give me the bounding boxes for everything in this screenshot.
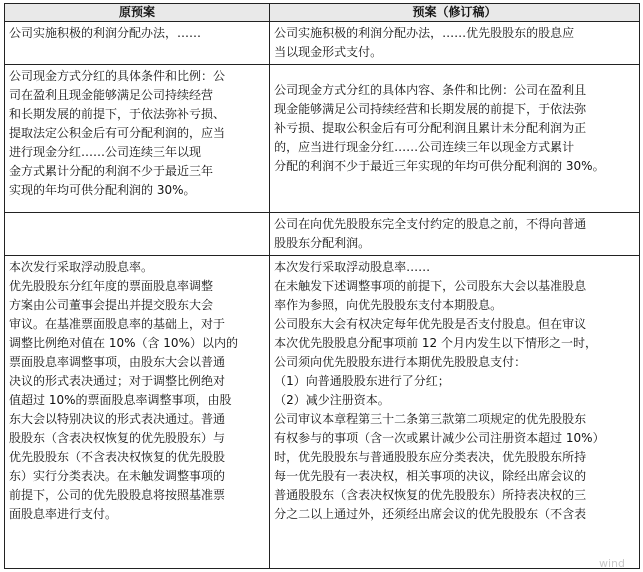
cell-original <box>5 256 270 569</box>
cell-text-line: 本次优先股股息分配事项前 12 个月内发生以下情形之一时， <box>274 336 597 350</box>
cell-text-line: 在未触发下述调整事项的前提下，公司股东大会以基准股息 <box>274 279 587 293</box>
cell-text-line: 现金能够满足公司持续经营和长期发展的前提下，于依法弥 <box>274 102 587 116</box>
cell-text-line: 前提下，公司的优先股股息将按照基准票 <box>9 488 226 502</box>
cell-text-line: （2）减少注册资本。 <box>274 393 390 407</box>
cell-text-line: （1）向普通股股东进行了分红； <box>274 374 450 388</box>
cell-text-line: 公司实施积极的利润分配办法，…… <box>9 26 202 40</box>
cell-revised <box>270 256 640 569</box>
cell-original <box>5 22 270 65</box>
cell-text-line: 当以现金形式支付。 <box>274 45 383 59</box>
cell-text-line: 票面股息率调整事项，由股东大会以普通 <box>9 355 226 369</box>
cell-text-line: 公司现金方式分红的具体内容、条件和比例：公司在盈利且 <box>274 83 587 97</box>
cell-text-line: 提取法定公积金后有可分配利润的，应当 <box>9 126 226 140</box>
cell-text-line: 决议的形式表决通过；对于调整比例绝对 <box>9 374 226 388</box>
table-row <box>5 213 640 256</box>
cell-text-line: 方案由公司董事会提出并提交股东大会 <box>9 298 214 312</box>
cell-text-line: 股股东（含表决权恢复的优先股股东）与 <box>9 431 226 445</box>
cell-text-line: 东大会以特别决议的形式表决通过。普通 <box>9 412 226 426</box>
cell-text-line: 东）实行分类表决。在未触发调整事项的 <box>9 469 226 483</box>
watermark: wind <box>598 557 625 570</box>
cell-text-line: 普通股股东（含表决权恢复的优先股股东）所持表决权的三 <box>274 488 587 502</box>
cell-text-line: 优先股股东分红年度的票面股息率调整 <box>9 279 214 293</box>
cell-text-line: 股股东分配利润。 <box>274 236 371 250</box>
cell-revised <box>270 22 640 65</box>
cell-text-line: 的，应当进行现金分红……公司连续三年以现金方式累计 <box>274 140 575 154</box>
cell-text-line: 公司现金方式分红的具体条件和比例：公 <box>9 69 226 83</box>
cell-text-line: 司在盈利且现金能够满足公司持续经营 <box>9 88 214 102</box>
cell-text-line: 金方式累计分配的利润不少于最近三年 <box>9 164 214 178</box>
header-revised-plan: 预案（修订稿） <box>270 4 640 22</box>
table-row <box>5 22 640 65</box>
cell-text-line: 实现的年均可供分配利润的 30%。 <box>9 183 196 197</box>
cell-text-line: 进行现金分红……公司连续三年以现 <box>9 145 202 159</box>
table-header-row <box>5 4 640 22</box>
cell-original <box>5 65 270 213</box>
cell-text-line: 公司须向优先股股东进行本期优先股股息支付： <box>274 355 527 369</box>
cell-revised <box>270 65 640 213</box>
cell-text-line: 分之二以上通过外，还须经出席会议的优先股股东（不含表 <box>274 507 587 521</box>
cell-text-line: 率作为参照，向优先股股东支付本期股息。 <box>274 298 503 312</box>
cell-text-line: 每一优先股有一表决权，相关事项的决议，除经出席会议的 <box>274 469 587 483</box>
cell-text-line: 审议。在基准票面股息率的基础上，对于 <box>9 317 226 331</box>
cell-text-line: 补亏损、提取公积金后有可分配利润且累计未分配利润为正 <box>274 121 587 135</box>
cell-text-line: 公司审议本章程第三十二条第三款第二项规定的优先股股东 <box>274 412 587 426</box>
cell-text-line: 本次发行采取浮动股息率。 <box>9 260 154 274</box>
comparison-table <box>4 3 640 569</box>
cell-text-line: 优先股股东（不含表决权恢复的优先股股 <box>9 450 226 464</box>
cell-text-line: 本次发行采取浮动股息率…… <box>274 260 431 274</box>
table-row <box>5 65 640 213</box>
cell-text-line: 调整比例绝对值在 10%（含 10%）以内的 <box>9 336 238 350</box>
cell-text-line: 公司在向优先股股东完全支付约定的股息之前，不得向普通 <box>274 217 587 231</box>
cell-text-line: 面股息率进行支付。 <box>9 507 118 521</box>
cell-original <box>5 213 270 256</box>
cell-text-line: 公司股东大会有权决定每年优先股是否支付股息。但在审议 <box>274 317 587 331</box>
cell-text-line: 和长期发展的前提下，于依法弥补亏损、 <box>9 107 226 121</box>
cell-text-line: 有权参与的事项（含一次或累计减少公司注册资本超过 10%） <box>274 431 605 445</box>
cell-text-line: 时，优先股股东与普通股股东应分类表决，优先股股东所持 <box>274 450 587 464</box>
header-original-plan: 原预案 <box>5 4 270 22</box>
cell-text-line: 分配的利润不少于最近三年实现的年均可供分配利润的 30%。 <box>274 159 605 173</box>
cell-text-line: 公司实施积极的利润分配办法，……优先股股东的股息应 <box>274 26 575 40</box>
cell-text-line: 值超过 10%的票面股息率调整事项，由股 <box>9 393 232 407</box>
cell-revised <box>270 213 640 256</box>
table-row <box>5 256 640 569</box>
